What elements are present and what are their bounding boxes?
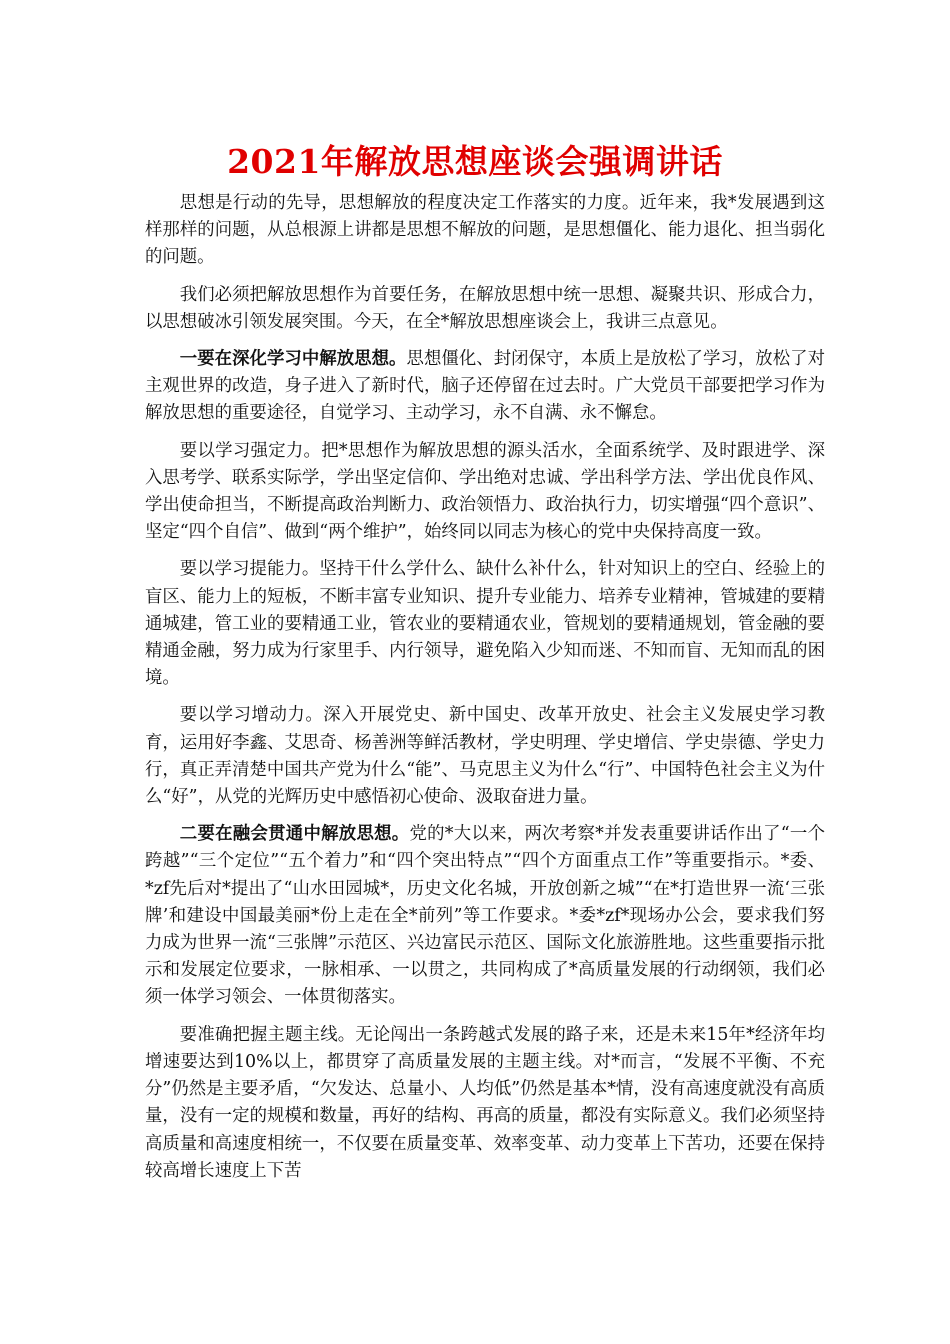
document-body <box>145 190 825 1195</box>
paragraph-text: 要准确把握主题主线。无论闯出一条跨越式发展的路子来，还是未来15年*经济年均增速要达到10%以上，都贯穿了高质量发展的主题主线。对*而言，“发展不平衡、不充分”仍然是主要矛盾，“欠发达、总量小、人均低”仍然是基本*情，没有高速度就没有高质量，没有一定的规模和数量，再好的结构、再高的质量，都没有实际意义。我们必须坚持高质量和高速度相统一，不仅要在质量变革、效率变革、动力变革上下苦功，还要在保持较高增长速度上下苦 <box>145 1024 825 1181</box>
document-title: 2021年解放思想座谈会强调讲话 <box>227 142 723 181</box>
paragraph <box>145 702 825 811</box>
paragraph-text: 我们必须把解放思想作为首要任务，在解放思想中统一思想、凝聚共识、形成合力，以思想破冰引领发展突围。今天，在全*解放思想座谈会上，我讲三点意见。 <box>145 284 825 332</box>
paragraph-text: 要以学习提能力。坚持干什么学什么、缺什么补什么，针对知识上的空白、经验上的盲区、能力上的短板，不断丰富专业知识、提升专业能力、培养专业精神，管城建的要精通城建，管工业的要精通工业，管农业的要精通农业，管规划的要精通规划，管金融的要精通金融，努力成为行家里手、内行领导，避免陷入少知而迷、不知而盲、无知而乱的困境。 <box>145 559 825 689</box>
paragraph <box>145 282 825 336</box>
paragraph <box>145 346 825 428</box>
paragraph-lead: 一要在深化学习中解放思想。 <box>179 349 407 370</box>
paragraph <box>145 821 825 1011</box>
paragraph <box>145 1022 825 1185</box>
paragraph-text: 党的*大以来，两次考察*并发表重要讲话作出了“一个跨越”“三个定位”“五个着力”和“四个突出特点”“四个方面重点工作”等重要指示。*委、*zf先后对*提出了“山水田园城*，历史文化名城，开放创新之城”“在*打造世界一流‘三张牌’和建设中国最美丽*份上走在全*前列”等工作要求。*委*zf*现场办公会，要求我们努力成为世界一流“三张牌”示范区、兴边富民示范区、国际文化旅游胜地。这些重要指示批示和发展定位要求，一脉相承、一以贯之，共同构成了*高质量发展的行动纲领，我们必须一体学习领会、一体贯彻落实。 <box>145 824 825 1008</box>
paragraph-text: 思想僵化、封闭保守，本质上是放松了学习，放松了对主观世界的改造，身子进入了新时代，脑子还停留在过去时。广大党员干部要把学习作为解放思想的重要途径，自觉学习、主动学习，永不自满、永不懈怠。 <box>145 349 825 424</box>
paragraph <box>145 190 825 272</box>
paragraph <box>145 556 825 692</box>
paragraph-text: 要以学习强定力。把*思想作为解放思想的源头活水，全面系统学、及时跟进学、深入思考学、联系实际学，学出坚定信仰、学出绝对忠诚、学出科学方法、学出优良作风、学出使命担当，不断提高政治判断力、政治领悟力、政治执行力，切实增强“四个意识”、坚定“四个自信”、做到“两个维护”，始终同以同志为核心的党中央保持高度一致。 <box>145 440 825 543</box>
paragraph-text: 思想是行动的先导，思想解放的程度决定工作落实的力度。近年来，我*发展遇到这样那样的问题，从总根源上讲都是思想不解放的问题，是思想僵化、能力退化、担当弱化的问题。 <box>145 193 825 268</box>
paragraph-lead: 二要在融会贯通中解放思想。 <box>179 824 410 845</box>
paragraph <box>145 438 825 547</box>
paragraph-text: 要以学习增动力。深入开展党史、新中国史、改革开放史、社会主义发展史学习教育，运用好李鑫、艾思奇、杨善洲等鲜活教材，学史明理、学史增信、学史崇德、学史力行，真正弄清楚中国共产党为什么“能”、马克思主义为什么“行”、中国特色社会主义为什么“好”，从党的光辉历史中感悟初心使命、汲取奋进力量。 <box>145 705 825 808</box>
